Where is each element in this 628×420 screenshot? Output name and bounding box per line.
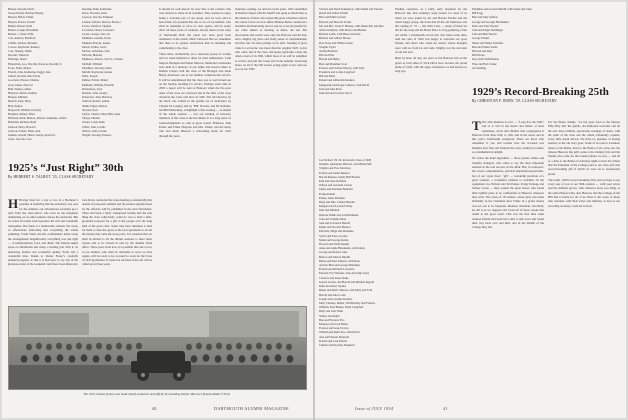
article-body-3: It should be well known by now that at the reunion who were invited to share in all activities. They seemed to enjoy being a welcome part of our group, and we were glad to have them. It is possible that one or two of our number, who shall be amenable to serve as class agents, will be ready. After all these years of reunions, mostly taken on the steps of Dartmouth Hall, the photo has been good from attendance at the events which followed. But we remember that there is no greater satisfaction than in listening and contributing to the class. — [159, 7, 231, 50]
left-page — [2, 2, 313, 418]
article-headline-right: 1929’s Record-Breaking 25th — [472, 86, 609, 98]
article-body-right-4: The result, 1929’s record-breaking 25th, and we hope to see every one of you at our 30th reunion — with your wives and the children grown, with whatever news you bring, at the same Hanover Inn, dear Hanover and the College on the Hill that is home for all of us. Here is the roster of those who returned, with their wives and children, as best as our recording secretary could set it down. — [548, 177, 620, 208]
drop-cap: H — [8, 198, 19, 211]
page-number: 40 — [152, 406, 157, 411]
attendee-list-column-1 — [319, 7, 391, 155]
article-body-right-6: Blest by hour, all day, our place at the Hanover Inn on the green as both sides of Tuck Drive have become the proud home of 1929, with the eager classmates we had known so long ago. — [395, 56, 467, 74]
article-column-1 — [8, 198, 78, 300]
drop-cap-right: T — [472, 120, 481, 133]
article-body-right-3: For the finale, mainly, ‘we fed great food at the famous Fifty-Fifty Inn’ the gentle, old-fashioned welcome and all the rest: three brilliant, spectacular evenings of dance, with the spirit of the class and the whole, fabulously capable, every little detail shown. We have no pretense of having learned, as the old story goes. Some of us rode to Lebanon, others to the Bema, most to the Bema of all, some saw the famous Hanover Inn grill, some at the Outing Club and the friends who came for the reunion (those we are) — and all to a man at the Bema on Saturday night to hear the tribute that the President of the College paid to our class gift; that record-breaking gift of which we were all so enormously proud. — [548, 120, 620, 176]
class-roster-list-2: Kendale, Ruth, Katherine Knox, Florence, Peter Lawson, Lincoln, Edmund Lemon, Samuel, Marion, Eleanor Lewis, Stanford, Virginia Loveland, Glenn, Lawrence Lyons, George, Vera, Al Malkmel, Genelle, Doris Malmed, Harold, Jeanne March, Walter, Lucia McGee, Sebastian, Jane McLain, Blanche Matthews, Robert, Vera Jr., Charles McDuff, William Merrihew, Dorothy, Dean Merrill, Raymond, Jeanne Neils, Joseph Palmer, Edwin, Mabel Pinkham, William, Priscilla Richardson, Jerry Roberts, John, Gladys Robertson, Tom, Harrison Sanford, Robert, Arthur Smith, Edgar, Marion Stevens, Kurt Taylor, Charles, Mary Bell, Janie Thayer, Herbert Turner, Louis, Ruth White, John, Lucille Wilson, John, Lucille Wright, Dorothy, Eleanor — [82, 7, 123, 138]
article-column-right-2 — [395, 7, 467, 303]
article-byline-right: By CHRISTIAN F. BORN ’29, CLASS SECRETARY — [472, 99, 557, 103]
article-body-4: These three, incidentally, are a tenacious group of women and we stand indebted to them for their enthusiastic, Lynn Meyers, Blodgett and Parker Merrow. Memorial ceremonies were held in a memory of our father and several others at Rollins Chapel with the class of the Blodgett and Dean Henry Anderson, one of our number conducted the service. It will be remembered that the class was so well turned out on the Sunday morning for service. Perhaps some time in 2000 a report will be sent to Hanover when the five-year dates of the class are reviewed and in the time of the class chronicle the Class will have its 50th. The Old Rowley by the Rock was written in the golden era of dedication by Charles M. Langley and by ‘Bill’ Stevens, and Ed Stebbins, and Bill McKenney. A highlight of the evening — as indeed of the whole reunion — was our naming of honorary members of the Class at the Inn dinner. It is a long series of acknowledgments as well as great events: Harrison, John Parker and Elmer Holyoke and Mrs. Walter, and the many who had made Hanover a welcoming home for 1925 through the years. — [159, 51, 231, 138]
article-header — [8, 162, 153, 202]
magazine-title: DARTMOUTH ALUMNI MAGAZINE — [214, 406, 289, 411]
article-body-right-1: The 25th Reunion is over — “Long live the 25th,” and so it will in the hearts and minds of most classmates, wives and children who congregated at Hanover from June 10th, to 12th, and in the stores and in this year’s Dartmouth scrapbook. There are those who remember it, yes, and wonder how the occasion was handled, how fine and fraternal the class, lasting in wonder, as a mathematical delight. — [472, 120, 544, 155]
article-body-right-2: Of course the main ingredient — those parties, smiles and cheerful strangers, who came to say the most important element in the real success of the affair. But, in retrospect, the actual, comprehensive, practical inspiration-beyond-the-fact of our ‘great class’, ‘gift’ — wonderful precision of a great reunion, a wonderful planned to mobilize all the equipment. Joe Nichols and Sid Parker, Irving Tschopp and Sidney Lewis — they wanted the great shows who found their rightful place to be comfortable at Hanover wherever they went. The Class of ’29 leaders, whose plan was made brilliantly in the Chairman Alex Fisher in a grand chorus was not one to be forgotten. Reunion chairman, said Ruth, he did it as we enjoyed and loved all of those weeks that added to the great event. That was the first time some reunion friends had been had come to this town and found their way back over and hills, and in the middle of the College they did. — [472, 156, 544, 230]
article-header-right — [472, 86, 622, 124]
page-number-right: 41 — [443, 406, 448, 411]
class-roster-column-2 — [82, 7, 152, 155]
reunion-group-photo — [8, 306, 307, 390]
photo-caption: The 1925 reunion picture was made doubly authentic and official by including Parker Merrow’s famous Model T Ford — [83, 392, 230, 396]
article-body-right-5: Finding ourselves, as a fairly early breakfast for the Hanover Inn, that evening’s song leaders for most of us when we were joined by Art and Harriet Fischer and the whole happy group, the hosts had all the old memories and the coming of ‘25 — the 1929 Class — many of them we did for the song and the Bond. Here is a big gathering of the old rabbit, a Dartmouth record that will stand some time. And the class of 1929 was happy to welcome our good friends, and those who could not attend, whose thoughts were with us, from far and wide. Mighty was the welcome of old and new. — [395, 7, 467, 54]
reunion-photo-illustration — [9, 307, 306, 389]
article-body-1: Having lived for a day or two in a Bachelor’s paradise of believing that the university was ours for the summer, our adventurous seventies got a taste from the slave-driver who sold us the magazine demanding on us other reunion classes the memories. But we noted all events with reproduce the rich and wonderful atmosphere that made it a memorable reunion, the scope of affectionate fellowship that everything the whole gathering. Frank Wells and his commanders made ready the arrangements magnificently everything was just right — accommodations, food, and drink. The famous naked spree on Dartmouth and many a leading part with it, its unnerving fashion and wonderful quality. Early and a wonderful time, thanks to Dealer Estaer’s carefully planned program, so that it is hard now to say any of the glorious events of the weekend could have been improved. — [8, 198, 78, 267]
article-headline: 1925’s “Just Right” 30th — [8, 162, 124, 174]
attendee-roster-block — [319, 158, 391, 403]
article-body-2: Jack Davis conducted the class meeting so masterfully that dozens of proposals outlined and the earnest appetite made by the officials will be published in the next Newsletter. There had been a fairly widespread feeling that the best thing the class collectively could do was to hold a firm-grounded proposal for a gift to the people over the long haul of the great class. Some may have mistaken a need for them to raise the quota as the total agreement to an aid the money that come the steep price. It is assumed that we shall be invited to all the thirties sessions to meet other classes and to be treated in turn by the Alumni Fund office. Three years from now, it is possible that one or two of our number, who shall be amenable to serve as class agents, will be ready to be crowned to work for the Class of 1925 graduation. It cannot be said that as the roll will be called up in those years. — [82, 198, 152, 267]
attendee-list: Victoria and Patch Templeton, with Daniel and Vincent David and Walter Trimm Bert and Edith Goforth Edward and Howard Trotter Mr. and Mrs. Verne F. Blasius, with Daniel Mr. and Mrs. Alfred Jackman, with Robert and Bennie Barbara Lamb, with Hazel and Jean Barbara and Gilbert Horner Don Stone and Wilma Cruise Vaughn Taylor Archie Baldwin Phil and Elsa Harold and Helen Bert and Madeline Scott Frances and Charles Wilson, with Sally Frederick and Lorine Langford Bill and Betty Roland and Lillian Richardson Marguerite and Roger Johnson, with David Tom and June Peck Malcolm and Gordon Wood — [319, 7, 385, 96]
attendee-roster: Joe Nichols ’29, Dr. Rockwell, Class of 1929 Watkins, Alexander, Barbara, and Mabel Hall Virginia and Foss Morrison Francis and James Benson Harold Manner, Sandy Bell Bonnie Paul and Jane Dorfman Wilson and Gertrude Carson James and Sherman Benedict Frank Aldrich Elaine, Anne Sherman Betty and Mrs. Charles Bendel Margaret and Leonard Wiley Max and Mildred Duncan Walsh and Joan Burnham John and Virginia Shaw Sam and Lawrence Burrell Ralph and Dorothy Benson Edwards, Hugh and Madeline Sylvia and Theo Gordon Mabel and George Kemp Howard and Wells Deems Anne and Adele Blankstein, with Linda George and Robert Lake Benton and Marcia Merrill Helen and Paul Johnson, with Rose Arnold, Burt and George Hanrahan Francis and Richard Lawrence Edward, Fay Wheeler, Jane and Chip Jones Clarence and Irene Drake Gerard Levine, and Harold and Mildred Ingram Ruth and Abner Sparks Helen and Merle Simons, with Mary and Tom Harold and Alice Ladd Joseph and Lorraine Kramer Mary Thomas, Mabel, Will Huntley and Frances William, Fred Barker, Erma Campbell Betty and Jack Watts Sidney and Ralph Ben and Florence Fox Margaret and Jack Butler Frances and Gene Norton William and Ruth Tew, with David Ann and Warren Maxwell Roland and Joan Patrick Charles and Dorothy Shepherd — [319, 158, 376, 347]
class-roster-list: Barnes, Seward, Davis Seward Davis, Barbara Hosley Barnett, Elliott, Fisher Barnett, Robert, Ferrell Barker, Robert, Kehl Barber, Joseph, Brassfield Barnes, J. Stuart, Ellis Carr, Andrew, Bradford Claflin, Sandon, Burdette Corson, Raymond, Ramsey Cole, Stanley, Smith Decatur, Thurston Eldredge, Stuart Fitzpatrick, Leo, Dorothy, Parsons, Dorothy Jr. Foote, Ernst, Manor French, John, Katherine, Peggy, Jane Gilbert, Roland, Mae Davis Goodwin, Eleanor, Dunbar Gray, James, Prescott Hall, Stanley, James Harrison, Harris, Pauline Heaney, Mildred Herrick, Paul, Mary Hoit, Eunice Hopewell, William, Dorothy Hopkins, Sidney, Ethel Hubbard, Ruth, Marion, Allison, Stephanie, Alfred Hutchins, Richard, Ruth Jackson, Mary, Howard Jackson, Fannie, Ellen, Ann Jenkins, Arnold, Helen, Sandy, Arnold Jr. Jones, Lincoln, Joan — [8, 7, 67, 142]
article-column-4 — [235, 7, 307, 303]
article-column-2 — [82, 198, 152, 300]
attendee-list-column-2 — [472, 7, 544, 79]
article-column-right-4 — [548, 120, 620, 403]
right-page — [315, 2, 626, 418]
article-body-5: Saturday evening, we arrived on the patio, 1925 assembled in Rollins Chapel with the Sheriff and spent as much time as the memory of those who began this great adventure with us but whose voices are now stilled. Bishop Butler conducted a beautiful and heartening service and we were all grateful for our cellar shelter as relaxing as theirs, the sun. Bar decorations and events were only the Hanover and the Inn, and a mighty big place and living sense of companionship and fine fun. No more pledge we’re after. Nothing of great value for everyone was more than the original 1925. A few who came, met at the class, and spoke again like a man, the whole event of its 30th, which most of us will be delighted to revisit, and join the Green and in the autumn: bestowing honor on all of the Old Guard, young again at last. And see you on our 35th! — [235, 7, 307, 72]
attendee-list-2: Madeline and Gordon Merrill, with Susan and Janis Bill Fogg Bert and Sally Salinas George and Georgia Bardzinski Peter and Tom Vincent John and Edgar Neidlinger Linn and Ben Warren George Walker Merle and Walter Schirmer Ben and Walter Steele Edward and Amy Phil Horan Kay and Ed McKinnon Elsie and Bob Clarke Art Deming — [472, 7, 532, 70]
article-column-3 — [159, 7, 231, 303]
article-column-right-3 — [472, 120, 544, 403]
article-byline: By HERBERT S. TALBOT ’25, CLASS SECRETARY — [8, 175, 94, 179]
issue-date: Issue of JULY 1954 — [355, 406, 394, 411]
class-roster-column-1 — [8, 7, 78, 155]
